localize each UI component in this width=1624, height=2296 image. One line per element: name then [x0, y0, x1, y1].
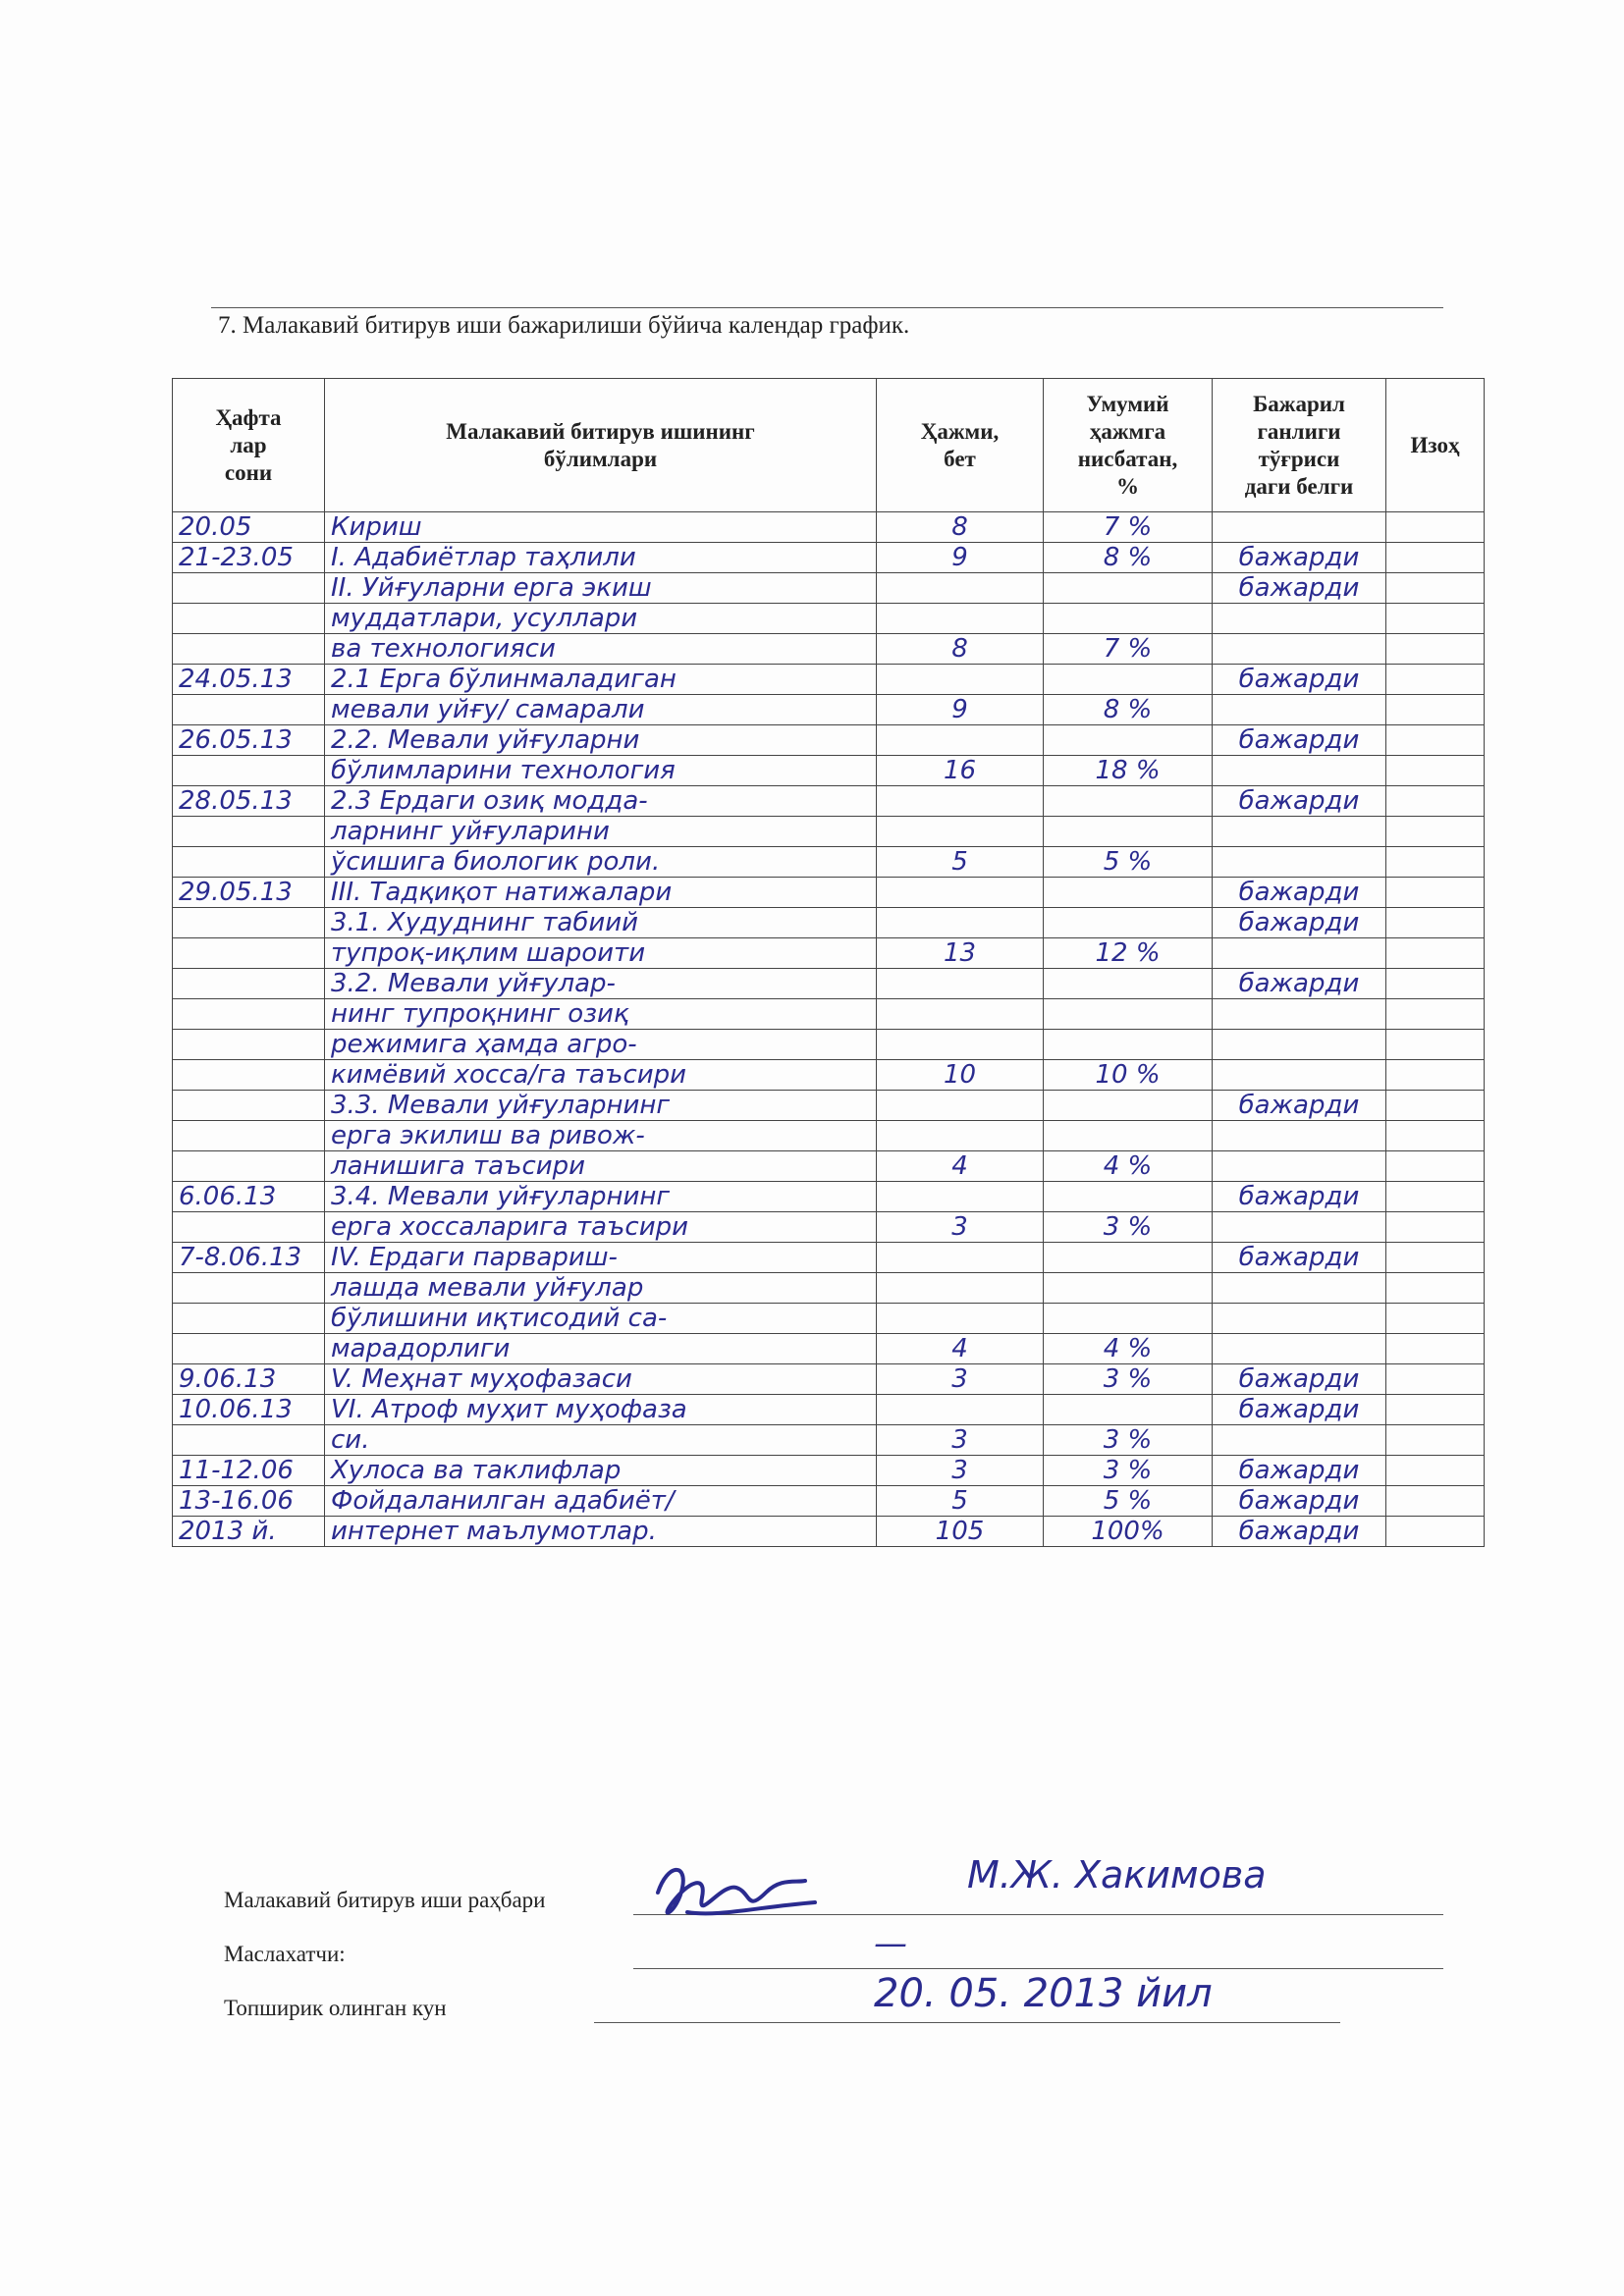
- table-row: [173, 1243, 1485, 1273]
- table-row: [173, 543, 1485, 573]
- percent-cell: [1044, 878, 1213, 908]
- section-cell: кимёвий хосса/га таъсири: [325, 1060, 877, 1091]
- header-sections: Малакавий битирув ишининг бўлимлари: [325, 379, 877, 512]
- table-row: [173, 878, 1485, 908]
- week-cell: [173, 1121, 325, 1151]
- volume-cell: [877, 817, 1044, 847]
- header-note: Изоҳ: [1386, 379, 1485, 512]
- section-cell: 2.2. Мевали уйғуларни: [325, 725, 877, 756]
- note-cell: [1386, 695, 1485, 725]
- table-header-row: [173, 379, 1485, 512]
- note-cell: [1386, 634, 1485, 665]
- week-cell: [173, 969, 325, 999]
- section-cell: V. Меҳнат муҳофазаси: [325, 1364, 877, 1395]
- completion-mark-cell: [1213, 634, 1386, 665]
- note-cell: [1386, 1425, 1485, 1456]
- received-date-label: Топширик олинган кун: [224, 1996, 447, 2020]
- volume-cell: 10: [877, 1060, 1044, 1091]
- section-cell: мевали уйғу/ самарали: [325, 695, 877, 725]
- week-cell: [173, 1334, 325, 1364]
- week-cell: 13-16.06: [173, 1486, 325, 1517]
- completion-mark-cell: бажарди: [1213, 1182, 1386, 1212]
- note-cell: [1386, 1030, 1485, 1060]
- completion-mark-cell: бажарди: [1213, 1091, 1386, 1121]
- note-cell: [1386, 1486, 1485, 1517]
- volume-cell: 3: [877, 1212, 1044, 1243]
- percent-cell: 3 %: [1044, 1212, 1213, 1243]
- percent-cell: [1044, 604, 1213, 634]
- completion-mark-cell: бажарди: [1213, 878, 1386, 908]
- volume-cell: 4: [877, 1151, 1044, 1182]
- note-cell: [1386, 1456, 1485, 1486]
- completion-mark-cell: [1213, 1425, 1386, 1456]
- completion-mark-cell: бажарди: [1213, 1486, 1386, 1517]
- note-cell: [1386, 878, 1485, 908]
- completion-mark-cell: [1213, 1304, 1386, 1334]
- header-weeks: Ҳафта лар сони: [173, 379, 325, 512]
- consultant-line: [633, 1968, 1443, 1969]
- table-row: [173, 1030, 1485, 1060]
- received-date-value: 20. 05. 2013 йил: [874, 1971, 1213, 2016]
- table-row: [173, 725, 1485, 756]
- note-cell: [1386, 999, 1485, 1030]
- note-cell: [1386, 1091, 1485, 1121]
- note-cell: [1386, 1364, 1485, 1395]
- note-cell: [1386, 1060, 1485, 1091]
- section-cell: интернет маълумотлар.: [325, 1517, 877, 1547]
- volume-cell: [877, 969, 1044, 999]
- volume-cell: [877, 604, 1044, 634]
- note-cell: [1386, 1182, 1485, 1212]
- week-cell: 24.05.13: [173, 665, 325, 695]
- section-cell: ерга экилиш ва ривож-: [325, 1121, 877, 1151]
- table-row: [173, 817, 1485, 847]
- note-cell: [1386, 1273, 1485, 1304]
- section-cell: II. Уйғуларни ерга экиш: [325, 573, 877, 604]
- note-cell: [1386, 1334, 1485, 1364]
- completion-mark-cell: бажарди: [1213, 1364, 1386, 1395]
- section-cell: ланишига таъсири: [325, 1151, 877, 1182]
- section-cell: бўлишини иқтисодий са-: [325, 1304, 877, 1334]
- percent-cell: [1044, 817, 1213, 847]
- week-cell: [173, 1304, 325, 1334]
- week-cell: 2013 й.: [173, 1517, 325, 1547]
- completion-mark-cell: [1213, 1212, 1386, 1243]
- week-cell: [173, 999, 325, 1030]
- percent-cell: [1044, 1243, 1213, 1273]
- completion-mark-cell: бажарди: [1213, 908, 1386, 938]
- section-cell: 3.2. Мевали уйғулар-: [325, 969, 877, 999]
- table-row: [173, 573, 1485, 604]
- percent-cell: [1044, 999, 1213, 1030]
- percent-cell: 3 %: [1044, 1456, 1213, 1486]
- week-cell: [173, 695, 325, 725]
- volume-cell: [877, 1121, 1044, 1151]
- table-row: [173, 786, 1485, 817]
- completion-mark-cell: [1213, 512, 1386, 543]
- week-cell: [173, 634, 325, 665]
- percent-cell: 8 %: [1044, 543, 1213, 573]
- week-cell: [173, 1273, 325, 1304]
- volume-cell: 3: [877, 1364, 1044, 1395]
- note-cell: [1386, 756, 1485, 786]
- percent-cell: 4 %: [1044, 1151, 1213, 1182]
- section-cell: тупроқ-иқлим шароити: [325, 938, 877, 969]
- calendar-table: [172, 378, 1485, 1547]
- percent-cell: [1044, 665, 1213, 695]
- table-row: [173, 1182, 1485, 1212]
- completion-mark-cell: [1213, 1060, 1386, 1091]
- table-row: [173, 1212, 1485, 1243]
- note-cell: [1386, 1212, 1485, 1243]
- note-cell: [1386, 938, 1485, 969]
- section-cell: си.: [325, 1425, 877, 1456]
- header-percent: Умумий ҳажмга нисбатан, %: [1044, 379, 1213, 512]
- table-row: [173, 1060, 1485, 1091]
- volume-cell: 9: [877, 543, 1044, 573]
- volume-cell: 8: [877, 512, 1044, 543]
- table-row: [173, 908, 1485, 938]
- completion-mark-cell: [1213, 1151, 1386, 1182]
- week-cell: 10.06.13: [173, 1395, 325, 1425]
- completion-mark-cell: [1213, 1334, 1386, 1364]
- week-cell: [173, 1212, 325, 1243]
- completion-mark-cell: [1213, 756, 1386, 786]
- completion-mark-cell: [1213, 938, 1386, 969]
- note-cell: [1386, 786, 1485, 817]
- note-cell: [1386, 1395, 1485, 1425]
- section-cell: III. Тадқиқот натижалари: [325, 878, 877, 908]
- volume-cell: [877, 1182, 1044, 1212]
- volume-cell: 16: [877, 756, 1044, 786]
- consultant-label: Маслахатчи:: [224, 1942, 346, 1966]
- week-cell: [173, 938, 325, 969]
- volume-cell: [877, 1243, 1044, 1273]
- percent-cell: [1044, 908, 1213, 938]
- week-cell: 6.06.13: [173, 1182, 325, 1212]
- percent-cell: [1044, 969, 1213, 999]
- table-row: [173, 1304, 1485, 1334]
- table-row: [173, 999, 1485, 1030]
- table-row: [173, 1456, 1485, 1486]
- completion-mark-cell: бажарди: [1213, 725, 1386, 756]
- section-cell: лашда мевали уйғулар: [325, 1273, 877, 1304]
- week-cell: [173, 756, 325, 786]
- volume-cell: [877, 786, 1044, 817]
- completion-mark-cell: [1213, 604, 1386, 634]
- received-date-line: [594, 2022, 1340, 2023]
- percent-cell: [1044, 725, 1213, 756]
- section-cell: 3.3. Мевали уйғуларнинг: [325, 1091, 877, 1121]
- week-cell: 9.06.13: [173, 1364, 325, 1395]
- completion-mark-cell: [1213, 847, 1386, 878]
- week-cell: [173, 1425, 325, 1456]
- supervisor-name: М.Ж. Хакимова: [967, 1853, 1267, 1896]
- percent-cell: [1044, 1182, 1213, 1212]
- table-row: [173, 1517, 1485, 1547]
- note-cell: [1386, 1151, 1485, 1182]
- note-cell: [1386, 1243, 1485, 1273]
- volume-cell: 8: [877, 634, 1044, 665]
- volume-cell: [877, 1091, 1044, 1121]
- completion-mark-cell: [1213, 999, 1386, 1030]
- week-cell: [173, 847, 325, 878]
- volume-cell: 4: [877, 1334, 1044, 1364]
- percent-cell: 12 %: [1044, 938, 1213, 969]
- volume-cell: 5: [877, 847, 1044, 878]
- table-row: [173, 634, 1485, 665]
- section-cell: ўсишига биологик роли.: [325, 847, 877, 878]
- week-cell: [173, 908, 325, 938]
- percent-cell: 10 %: [1044, 1060, 1213, 1091]
- percent-cell: [1044, 786, 1213, 817]
- percent-cell: 5 %: [1044, 1486, 1213, 1517]
- section-cell: VI. Атроф муҳит муҳофаза: [325, 1395, 877, 1425]
- percent-cell: 3 %: [1044, 1364, 1213, 1395]
- percent-cell: 3 %: [1044, 1425, 1213, 1456]
- volume-cell: [877, 1030, 1044, 1060]
- note-cell: [1386, 512, 1485, 543]
- table-row: [173, 512, 1485, 543]
- note-cell: [1386, 665, 1485, 695]
- week-cell: 7-8.06.13: [173, 1243, 325, 1273]
- completion-mark-cell: бажарди: [1213, 1243, 1386, 1273]
- completion-mark-cell: бажарди: [1213, 1456, 1386, 1486]
- volume-cell: 13: [877, 938, 1044, 969]
- table-row: [173, 1151, 1485, 1182]
- section-cell: 3.1. Худуднинг табиий: [325, 908, 877, 938]
- section-cell: 2.1 Ерга бўлинмаладиган: [325, 665, 877, 695]
- note-cell: [1386, 969, 1485, 999]
- section-cell: I. Адабиётлар таҳлили: [325, 543, 877, 573]
- volume-cell: [877, 878, 1044, 908]
- table-row: [173, 665, 1485, 695]
- week-cell: 29.05.13: [173, 878, 325, 908]
- week-cell: [173, 1091, 325, 1121]
- week-cell: 11-12.06: [173, 1456, 325, 1486]
- section-cell: ерга хоссаларига таъсири: [325, 1212, 877, 1243]
- week-cell: [173, 573, 325, 604]
- table-row: [173, 1364, 1485, 1395]
- note-cell: [1386, 604, 1485, 634]
- completion-mark-cell: [1213, 1273, 1386, 1304]
- section-cell: муддатлари, усуллари: [325, 604, 877, 634]
- section-cell: ларнинг уйғуларини: [325, 817, 877, 847]
- volume-cell: 3: [877, 1425, 1044, 1456]
- table-row: [173, 969, 1485, 999]
- completion-mark-cell: бажарди: [1213, 786, 1386, 817]
- completion-mark-cell: [1213, 1121, 1386, 1151]
- week-cell: [173, 604, 325, 634]
- table-row: [173, 1334, 1485, 1364]
- note-cell: [1386, 847, 1485, 878]
- note-cell: [1386, 1304, 1485, 1334]
- completion-mark-cell: [1213, 817, 1386, 847]
- note-cell: [1386, 908, 1485, 938]
- completion-mark-cell: бажарди: [1213, 543, 1386, 573]
- note-cell: [1386, 1517, 1485, 1547]
- section-cell: 3.4. Мевали уйғуларнинг: [325, 1182, 877, 1212]
- section-cell: нинг тупроқнинг озиқ: [325, 999, 877, 1030]
- section-cell: Кириш: [325, 512, 877, 543]
- section-cell: 2.3 Ердаги озиқ модда-: [325, 786, 877, 817]
- note-cell: [1386, 725, 1485, 756]
- note-cell: [1386, 1121, 1485, 1151]
- volume-cell: [877, 665, 1044, 695]
- table-row: [173, 1425, 1485, 1456]
- volume-cell: [877, 908, 1044, 938]
- header-volume: Ҳажми, бет: [877, 379, 1044, 512]
- volume-cell: [877, 725, 1044, 756]
- percent-cell: [1044, 1273, 1213, 1304]
- table-row: [173, 1091, 1485, 1121]
- percent-cell: 7 %: [1044, 634, 1213, 665]
- completion-mark-cell: бажарди: [1213, 1517, 1386, 1547]
- week-cell: 20.05: [173, 512, 325, 543]
- percent-cell: 18 %: [1044, 756, 1213, 786]
- completion-mark-cell: бажарди: [1213, 573, 1386, 604]
- table-row: [173, 847, 1485, 878]
- table-row: [173, 1395, 1485, 1425]
- completion-mark-cell: бажарди: [1213, 665, 1386, 695]
- section-cell: марадорлиги: [325, 1334, 877, 1364]
- table-row: [173, 938, 1485, 969]
- completion-mark-cell: бажарди: [1213, 1395, 1386, 1425]
- percent-cell: 5 %: [1044, 847, 1213, 878]
- week-cell: 26.05.13: [173, 725, 325, 756]
- percent-cell: 4 %: [1044, 1334, 1213, 1364]
- supervisor-label: Малакавий битирув иши раҳбари: [224, 1888, 546, 1912]
- volume-cell: [877, 1304, 1044, 1334]
- section-cell: Хулоса ва таклифлар: [325, 1456, 877, 1486]
- week-cell: [173, 1151, 325, 1182]
- table-row: [173, 1486, 1485, 1517]
- percent-cell: [1044, 1091, 1213, 1121]
- percent-cell: [1044, 573, 1213, 604]
- section-cell: бўлимларини технология: [325, 756, 877, 786]
- table-body: [173, 512, 1485, 1547]
- section-cell: IV. Ердаги парвариш-: [325, 1243, 877, 1273]
- section-cell: ва технологияси: [325, 634, 877, 665]
- completion-mark-cell: [1213, 1030, 1386, 1060]
- consultant-value: —: [874, 1924, 907, 1963]
- table-row: [173, 756, 1485, 786]
- note-cell: [1386, 573, 1485, 604]
- week-cell: [173, 1030, 325, 1060]
- percent-cell: [1044, 1030, 1213, 1060]
- percent-cell: [1044, 1121, 1213, 1151]
- volume-cell: 5: [877, 1486, 1044, 1517]
- week-cell: [173, 1060, 325, 1091]
- volume-cell: [877, 999, 1044, 1030]
- section-cell: режимига ҳамда агро-: [325, 1030, 877, 1060]
- table-row: [173, 604, 1485, 634]
- volume-cell: [877, 573, 1044, 604]
- note-cell: [1386, 817, 1485, 847]
- week-cell: 28.05.13: [173, 786, 325, 817]
- table-row: [173, 695, 1485, 725]
- top-rule: [211, 307, 1443, 308]
- volume-cell: [877, 1273, 1044, 1304]
- week-cell: 21-23.05: [173, 543, 325, 573]
- note-cell: [1386, 543, 1485, 573]
- percent-cell: [1044, 1304, 1213, 1334]
- week-cell: [173, 817, 325, 847]
- table-row: [173, 1121, 1485, 1151]
- percent-cell: 8 %: [1044, 695, 1213, 725]
- section-heading: 7. Малакавий битирув иши бажарилиши бўйича календар график.: [218, 312, 910, 339]
- percent-cell: 100%: [1044, 1517, 1213, 1547]
- table-row: [173, 1273, 1485, 1304]
- volume-cell: 9: [877, 695, 1044, 725]
- percent-cell: [1044, 1395, 1213, 1425]
- volume-cell: 105: [877, 1517, 1044, 1547]
- completion-mark-cell: [1213, 695, 1386, 725]
- section-cell: Фойдаланилган адабиёт/: [325, 1486, 877, 1517]
- volume-cell: 3: [877, 1456, 1044, 1486]
- percent-cell: 7 %: [1044, 512, 1213, 543]
- volume-cell: [877, 1395, 1044, 1425]
- supervisor-signature: [648, 1853, 844, 1937]
- header-completion-mark: Бажарил ганлиги тўғриси даги белги: [1213, 379, 1386, 512]
- completion-mark-cell: бажарди: [1213, 969, 1386, 999]
